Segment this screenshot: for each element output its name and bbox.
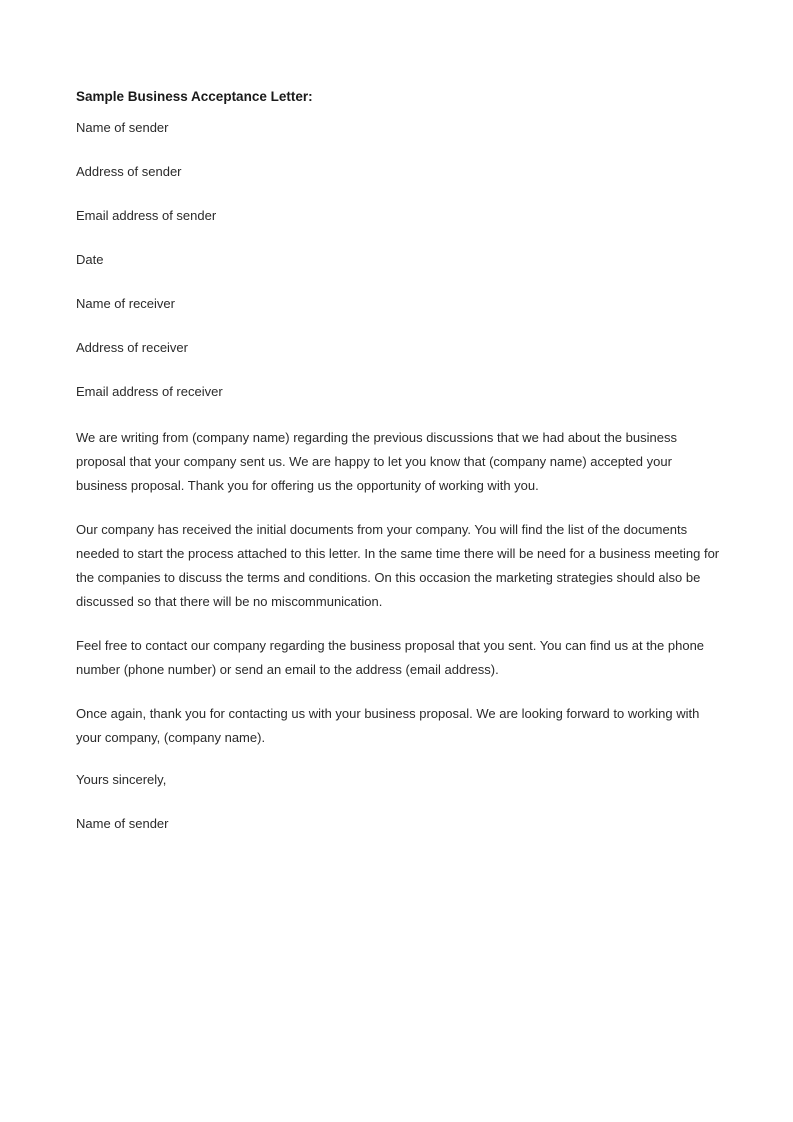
- letter-date: Date: [76, 252, 104, 267]
- letter-body: [76, 88, 726, 858]
- receiver-email: Email address of receiver: [76, 384, 223, 399]
- paragraph-thanks: Once again, thank you for contacting us with your business proposal. We are looking forward to working with your company, (company name).: [76, 706, 700, 745]
- receiver-address: Address of receiver: [76, 340, 188, 355]
- sender-address: Address of sender: [76, 164, 182, 179]
- receiver-name: Name of receiver: [76, 296, 175, 311]
- paragraph-contact: Feel free to contact our company regarding the business proposal that you sent. You can find us at the phone number (phone number) or send an email to the address (email address).: [76, 638, 705, 677]
- signature-name: Name of sender: [76, 816, 169, 831]
- paragraph-acceptance: We are writing from (company name) regarding the previous discussions that we had about the business proposal that your company sent us. We are happy to let you know that (company name) accepted your business proposal. Thank you for offering us the opportunity of working with you.: [76, 430, 677, 493]
- sender-email: Email address of sender: [76, 208, 217, 223]
- paragraph-documents: Our company has received the initial documents from your company. You will find the list of the documents needed to start the process attached to this letter. In the same time there will be need for a business meeting for the companies to discuss the terms and conditions. On this occasion the marketing strategies should also be discussed so that there will be no miscommunication.: [76, 522, 720, 609]
- closing-salutation: Yours sincerely,: [76, 772, 167, 787]
- sender-name: Name of sender: [76, 120, 169, 135]
- letter-title: Sample Business Acceptance Letter:: [76, 89, 313, 104]
